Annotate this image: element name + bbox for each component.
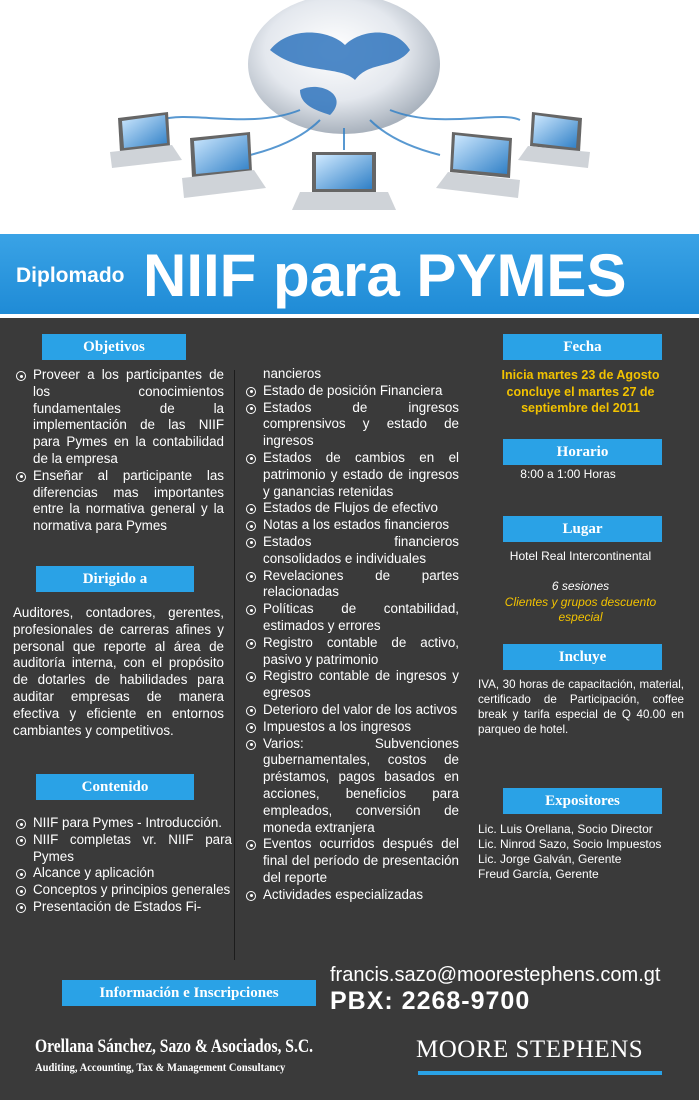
lugar-sessions: 6 sesiones	[551, 579, 610, 593]
laptop-icon	[436, 132, 520, 198]
dirigido-text: Auditores, contadores, gerentes, profesionales de carreras afines y personal que reporte al área de auditoría interna, con el propósito de dotarles de habilidades para auditar empresas de manera efectiva y eficiente en entornos cambiantes y competitivos.	[13, 605, 224, 738]
firm-tagline: Auditing, Accounting, Tax & Management Consultancy	[35, 1060, 286, 1074]
list-item: NIIF completas vr. NIIF para Pymes	[13, 832, 232, 866]
list-item: Estados de Flujos de efectivo	[243, 500, 459, 517]
contenido-list-col2	[243, 366, 459, 904]
hero-illustration	[0, 0, 699, 232]
firm-name: Orellana Sánchez, Sazo & Asociados, S.C.	[35, 1036, 314, 1057]
lugar-heading: Lugar	[503, 516, 662, 542]
horario-text: 8:00 a 1:00 Horas	[520, 467, 616, 481]
list-item: Registro contable de activo, pasivo y patrimonio	[243, 635, 459, 669]
list-item: Estados de cambios en el patrimonio y estado de ingresos y ganancias retenidas	[243, 450, 459, 500]
objetivos-list	[13, 367, 224, 535]
fecha-text	[478, 367, 683, 417]
banner-prefix: Diplomado	[16, 264, 125, 287]
fecha-heading: Fecha	[503, 334, 662, 360]
contenido-list-col1	[13, 815, 232, 916]
list-item: Varios: Subvenciones gubernamentales, costos de préstamos, pagos basados en acciones, beneficios para empleados, conversión de moneda extranjera	[243, 736, 459, 837]
expositores-list	[478, 822, 688, 882]
brand-logo: MOORE STEPHENS	[416, 1036, 644, 1063]
list-item: Deterioro del valor de los activos	[243, 702, 459, 719]
list-item-continuation: nancieros	[263, 366, 322, 381]
fecha-line: Inicia martes 23 de Agosto	[501, 368, 660, 382]
list-item: Proveer a los participantes de los conocimientos fundamentales de la implementación de las NIIF para Pymes en la contabilidad de la empresa	[13, 367, 224, 468]
list-item: Estados de ingresos comprensivos y estado de ingresos	[243, 400, 459, 450]
column-divider	[234, 370, 235, 960]
horario-heading: Horario	[503, 439, 662, 465]
list-item: Actividades especializadas	[243, 887, 459, 904]
list-item: Alcance y aplicación	[13, 865, 232, 882]
contact-email[interactable]: francis.sazo@moorestephens.com.gt	[330, 964, 661, 986]
list-item: Revelaciones de partes relacionadas	[243, 568, 459, 602]
speaker: Lic. Jorge Galván, Gerente	[478, 852, 622, 866]
dirigido-heading: Dirigido a	[36, 566, 194, 592]
discount-line: especial	[558, 610, 603, 624]
laptop-icon	[518, 112, 590, 168]
contenido-heading: Contenido	[36, 774, 194, 800]
informacion-heading: Información e Inscripciones	[62, 980, 316, 1006]
lugar-place: Hotel Real Intercontinental	[509, 549, 652, 563]
list-item: Impuestos a los ingresos	[243, 719, 459, 736]
list-item: Notas a los estados financieros	[243, 517, 459, 534]
page-title: NIIF para PYMES	[143, 242, 627, 309]
laptop-icon	[292, 152, 396, 210]
lugar-discount	[478, 595, 683, 625]
list-item: Eventos ocurridos después del final del período de presentación del reporte	[243, 836, 459, 886]
discount-line: Clientes y grupos descuento	[504, 595, 657, 609]
expositores-heading: Expositores	[503, 788, 662, 814]
list-item: Estados financieros consolidados e individuales	[243, 534, 459, 568]
list-item: Conceptos y principios generales	[13, 882, 232, 899]
laptop-icon	[110, 112, 182, 168]
list-item: NIIF para Pymes - Introducción.	[13, 815, 232, 832]
list-item: Presentación de Estados Fi-	[13, 899, 232, 916]
fecha-line: septiembre del 2011	[521, 401, 640, 415]
brand-underline	[418, 1071, 662, 1075]
objetivos-heading: Objetivos	[42, 334, 186, 360]
speaker: Lic. Luis Orellana, Socio Director	[478, 822, 653, 836]
speaker: Freud García, Gerente	[478, 867, 599, 881]
fecha-line: concluye el martes 27 de	[506, 384, 655, 399]
globe-laptops-network-illustration	[0, 0, 699, 232]
speaker: Lic. Ninrod Sazo, Socio Impuestos	[478, 837, 662, 851]
list-item: Políticas de contabilidad, estimados y errores	[243, 601, 459, 635]
title-banner	[0, 234, 699, 314]
contact-phone[interactable]: PBX: 2268-9700	[330, 987, 531, 1015]
list-item: Estado de posición Financiera	[243, 383, 459, 400]
incluye-heading: Incluye	[503, 644, 662, 670]
list-item: Registro contable de ingresos y egresos	[243, 668, 459, 702]
incluye-text: IVA, 30 horas de capacitación, material, certificado de Participación, coffee break y tarifa especial de Q 40.00 en parqueo de hotel.	[478, 678, 684, 736]
laptop-icon	[182, 132, 266, 198]
list-item: Enseñar al participante las diferencias mas importantes entre la normativa general y la normativa para Pymes	[13, 468, 224, 535]
